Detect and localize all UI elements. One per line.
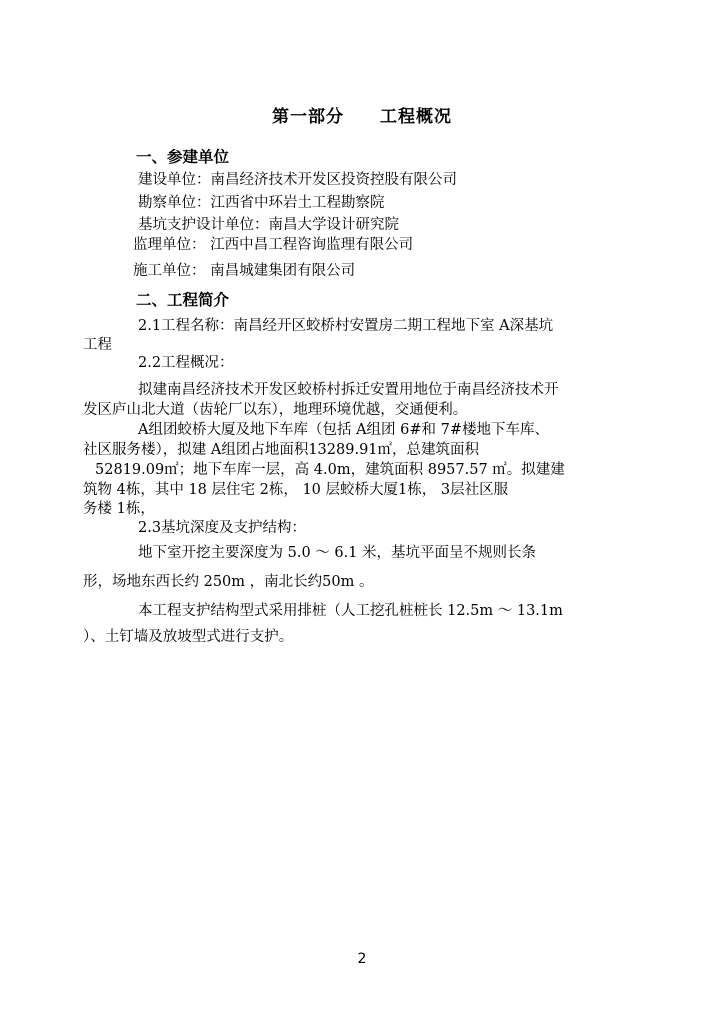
text-line: 建设单位：南昌经济技术开发区投资控股有限公司 — [138, 172, 457, 188]
text-line: 2.2工程概况： — [138, 355, 234, 371]
text-line: 拟建南昌经济技术开发区蛟桥村拆迁安置用地位于南昌经济技术开 — [138, 382, 559, 398]
title-name: 工程概况 — [380, 107, 452, 127]
text-line: 务楼 1栋， — [83, 501, 155, 517]
text-line: 工程 — [83, 337, 112, 353]
section-heading-participants: 一、参建单位 — [136, 148, 230, 166]
text-line: ）、土钉墙及放坡型式进行支护。 — [83, 629, 294, 645]
text-line: 勘察单位：江西省中环岩土工程勘察院 — [138, 195, 385, 211]
page-title — [0, 102, 724, 127]
text-line: 地下室开挖主要深度为 5.0 ～ 6.1 米，基坑平面呈不规则长条 — [138, 545, 537, 561]
text-line: 基坑支护设计单位：南昌大学设计研究院 — [138, 217, 399, 233]
section-heading-overview: 二、工程简介 — [136, 291, 230, 309]
text-line: 52819.09㎡；地下车库一层，高 4.0m，建筑面积 8957.57 ㎡。拟建建 — [95, 462, 565, 478]
page-number: 2 — [357, 951, 367, 967]
text-line: 形，场地东西长约 250m ，南北长约50m 。 — [83, 574, 374, 590]
text-line: 2.3基坑深度及支护结构： — [138, 520, 307, 536]
text-line: 2.1工程名称：南昌经开区蛟桥村安置房二期工程地下室 A深基坑 — [138, 318, 554, 334]
text-line: 社区服务楼），拟建 A组团占地面积13289.91㎡，总建筑面积 — [83, 442, 480, 458]
text-line: 监理单位： 江西中昌工程咨询监理有限公司 — [133, 237, 414, 253]
text-line: 本工程支护结构型式采用排桩（人工挖孔桩桩长 12.5m ～ 13.1m — [138, 603, 563, 619]
text-line: 筑物 4栋，其中 18 层住宅 2栋， 10 层蛟桥大厦1栋， 3层社区服 — [83, 482, 509, 498]
text-line: 发区庐山北大道（齿轮厂以东），地理环境优越，交通便利。 — [83, 402, 468, 418]
title-part: 第一部分 — [272, 107, 344, 127]
text-line: A组团蛟桥大厦及地下车库（包括 A组团 6#和 7#楼地下车库、 — [138, 422, 550, 438]
text-line: 施工单位： 南昌城建集团有限公司 — [133, 263, 356, 279]
